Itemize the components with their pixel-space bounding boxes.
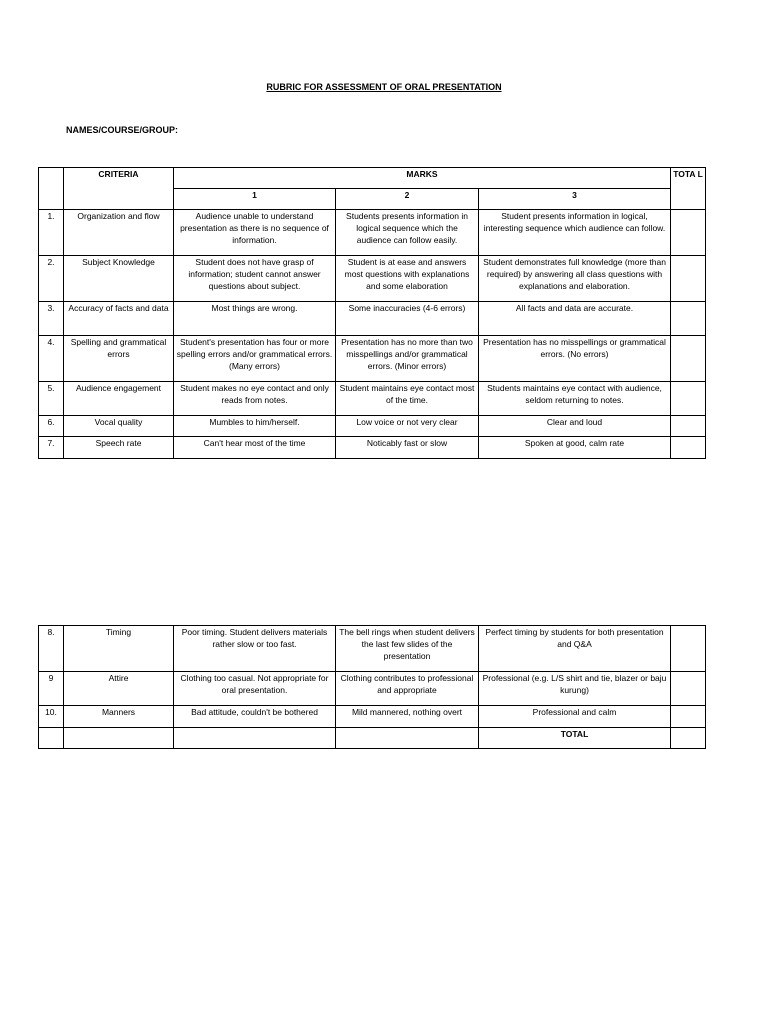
row-mark-3: Student presents information in logical, interesting sequence which audience can follow. (479, 210, 671, 256)
table-row (39, 302, 706, 336)
table-row (39, 437, 706, 459)
criteria-header: CRITERIA (64, 168, 174, 210)
row-mark-1: Student does not have grasp of information; student cannot answer questions about subject. (174, 256, 336, 302)
row-number: 8. (39, 626, 64, 672)
table-row (39, 672, 706, 706)
row-mark-1: Audience unable to understand presentation as there is no sequence of information. (174, 210, 336, 256)
number-header-cell (39, 168, 64, 210)
total-row (39, 728, 706, 749)
row-number: 10. (39, 706, 64, 728)
row-mark-2: Presentation has no more than two misspellings and/or grammatical errors. (Minor errors) (336, 336, 479, 382)
total-header: TOTA L (671, 168, 706, 210)
grand-total-cell (671, 728, 706, 749)
row-mark-3: Professional (e.g. L/S shirt and tie, blazer or baju kurung) (479, 672, 671, 706)
row-mark-1: Student's presentation has four or more spelling errors and/or grammatical errors. (Many errors) (174, 336, 336, 382)
row-mark-2: Noticably fast or slow (336, 437, 479, 459)
row-total-cell (671, 302, 706, 336)
row-criteria: Vocal quality (64, 416, 174, 437)
mark-2-header: 2 (336, 189, 479, 210)
table-row (39, 416, 706, 437)
row-mark-1: Most things are wrong. (174, 302, 336, 336)
row-mark-1 (174, 728, 336, 749)
row-number (39, 728, 64, 749)
row-mark-3: Spoken at good, calm rate (479, 437, 671, 459)
row-criteria: Timing (64, 626, 174, 672)
row-number: 1. (39, 210, 64, 256)
row-mark-3: Students maintains eye contact with audience, seldom returning to notes. (479, 382, 671, 416)
row-mark-2: Clothing contributes to professional and appropriate (336, 672, 479, 706)
row-number: 6. (39, 416, 64, 437)
row-mark-2 (336, 728, 479, 749)
row-mark-1: Bad attitude, couldn't be bothered (174, 706, 336, 728)
row-criteria: Attire (64, 672, 174, 706)
header-row (39, 168, 706, 189)
row-criteria: Manners (64, 706, 174, 728)
row-number: 7. (39, 437, 64, 459)
row-mark-1: Mumbles to him/herself. (174, 416, 336, 437)
row-total-cell (671, 382, 706, 416)
marks-header: MARKS (174, 168, 671, 189)
row-mark-2: The bell rings when student delivers the last few slides of the presentation (336, 626, 479, 672)
row-mark-1: Student makes no eye contact and only reads from notes. (174, 382, 336, 416)
table-row (39, 210, 706, 256)
mark-3-header: 3 (479, 189, 671, 210)
table-row (39, 336, 706, 382)
row-mark-2: Students presents information in logical sequence which the audience can follow easily. (336, 210, 479, 256)
table-row (39, 706, 706, 728)
row-total-cell (671, 672, 706, 706)
row-mark-3: Perfect timing by students for both presentation and Q&A (479, 626, 671, 672)
table-row (39, 256, 706, 302)
row-mark-3: Clear and loud (479, 416, 671, 437)
row-criteria: Spelling and grammatical errors (64, 336, 174, 382)
row-mark-2: Some inaccuracies (4-6 errors) (336, 302, 479, 336)
row-total-cell (671, 416, 706, 437)
row-criteria: Speech rate (64, 437, 174, 459)
row-mark-2: Low voice or not very clear (336, 416, 479, 437)
document-title: RUBRIC FOR ASSESSMENT OF ORAL PRESENTATION (266, 82, 502, 92)
names-course-group-label: NAMES/COURSE/GROUP: (66, 125, 179, 135)
row-mark-1: Clothing too casual. Not appropriate for oral presentation. (174, 672, 336, 706)
total-label: TOTAL (479, 728, 671, 749)
row-total-cell (671, 626, 706, 672)
row-total-cell (671, 336, 706, 382)
table-row (39, 382, 706, 416)
row-total-cell (671, 256, 706, 302)
row-mark-3: Presentation has no misspellings or grammatical errors. (No errors) (479, 336, 671, 382)
row-mark-2: Student maintains eye contact most of the time. (336, 382, 479, 416)
row-number: 2. (39, 256, 64, 302)
rubric-table-part-1 (38, 167, 706, 459)
row-criteria: Subject Knowledge (64, 256, 174, 302)
row-total-cell (671, 706, 706, 728)
mark-1-header: 1 (174, 189, 336, 210)
row-criteria: Accuracy of facts and data (64, 302, 174, 336)
row-mark-3: Professional and calm (479, 706, 671, 728)
row-criteria (64, 728, 174, 749)
row-criteria: Organization and flow (64, 210, 174, 256)
row-mark-3: All facts and data are accurate. (479, 302, 671, 336)
row-mark-2: Mild mannered, nothing overt (336, 706, 479, 728)
row-mark-1: Poor timing. Student delivers materials rather slow or too fast. (174, 626, 336, 672)
row-total-cell (671, 210, 706, 256)
row-number: 4. (39, 336, 64, 382)
row-mark-1: Can't hear most of the time (174, 437, 336, 459)
row-number: 9 (39, 672, 64, 706)
row-total-cell (671, 437, 706, 459)
rubric-table-part-2 (38, 625, 706, 749)
row-criteria: Audience engagement (64, 382, 174, 416)
row-number: 5. (39, 382, 64, 416)
table-row (39, 626, 706, 672)
row-number: 3. (39, 302, 64, 336)
row-mark-2: Student is at ease and answers most questions with explanations and some elaboration (336, 256, 479, 302)
row-mark-3: Student demonstrates full knowledge (more than required) by answering all class questions with explanations and elaboration. (479, 256, 671, 302)
